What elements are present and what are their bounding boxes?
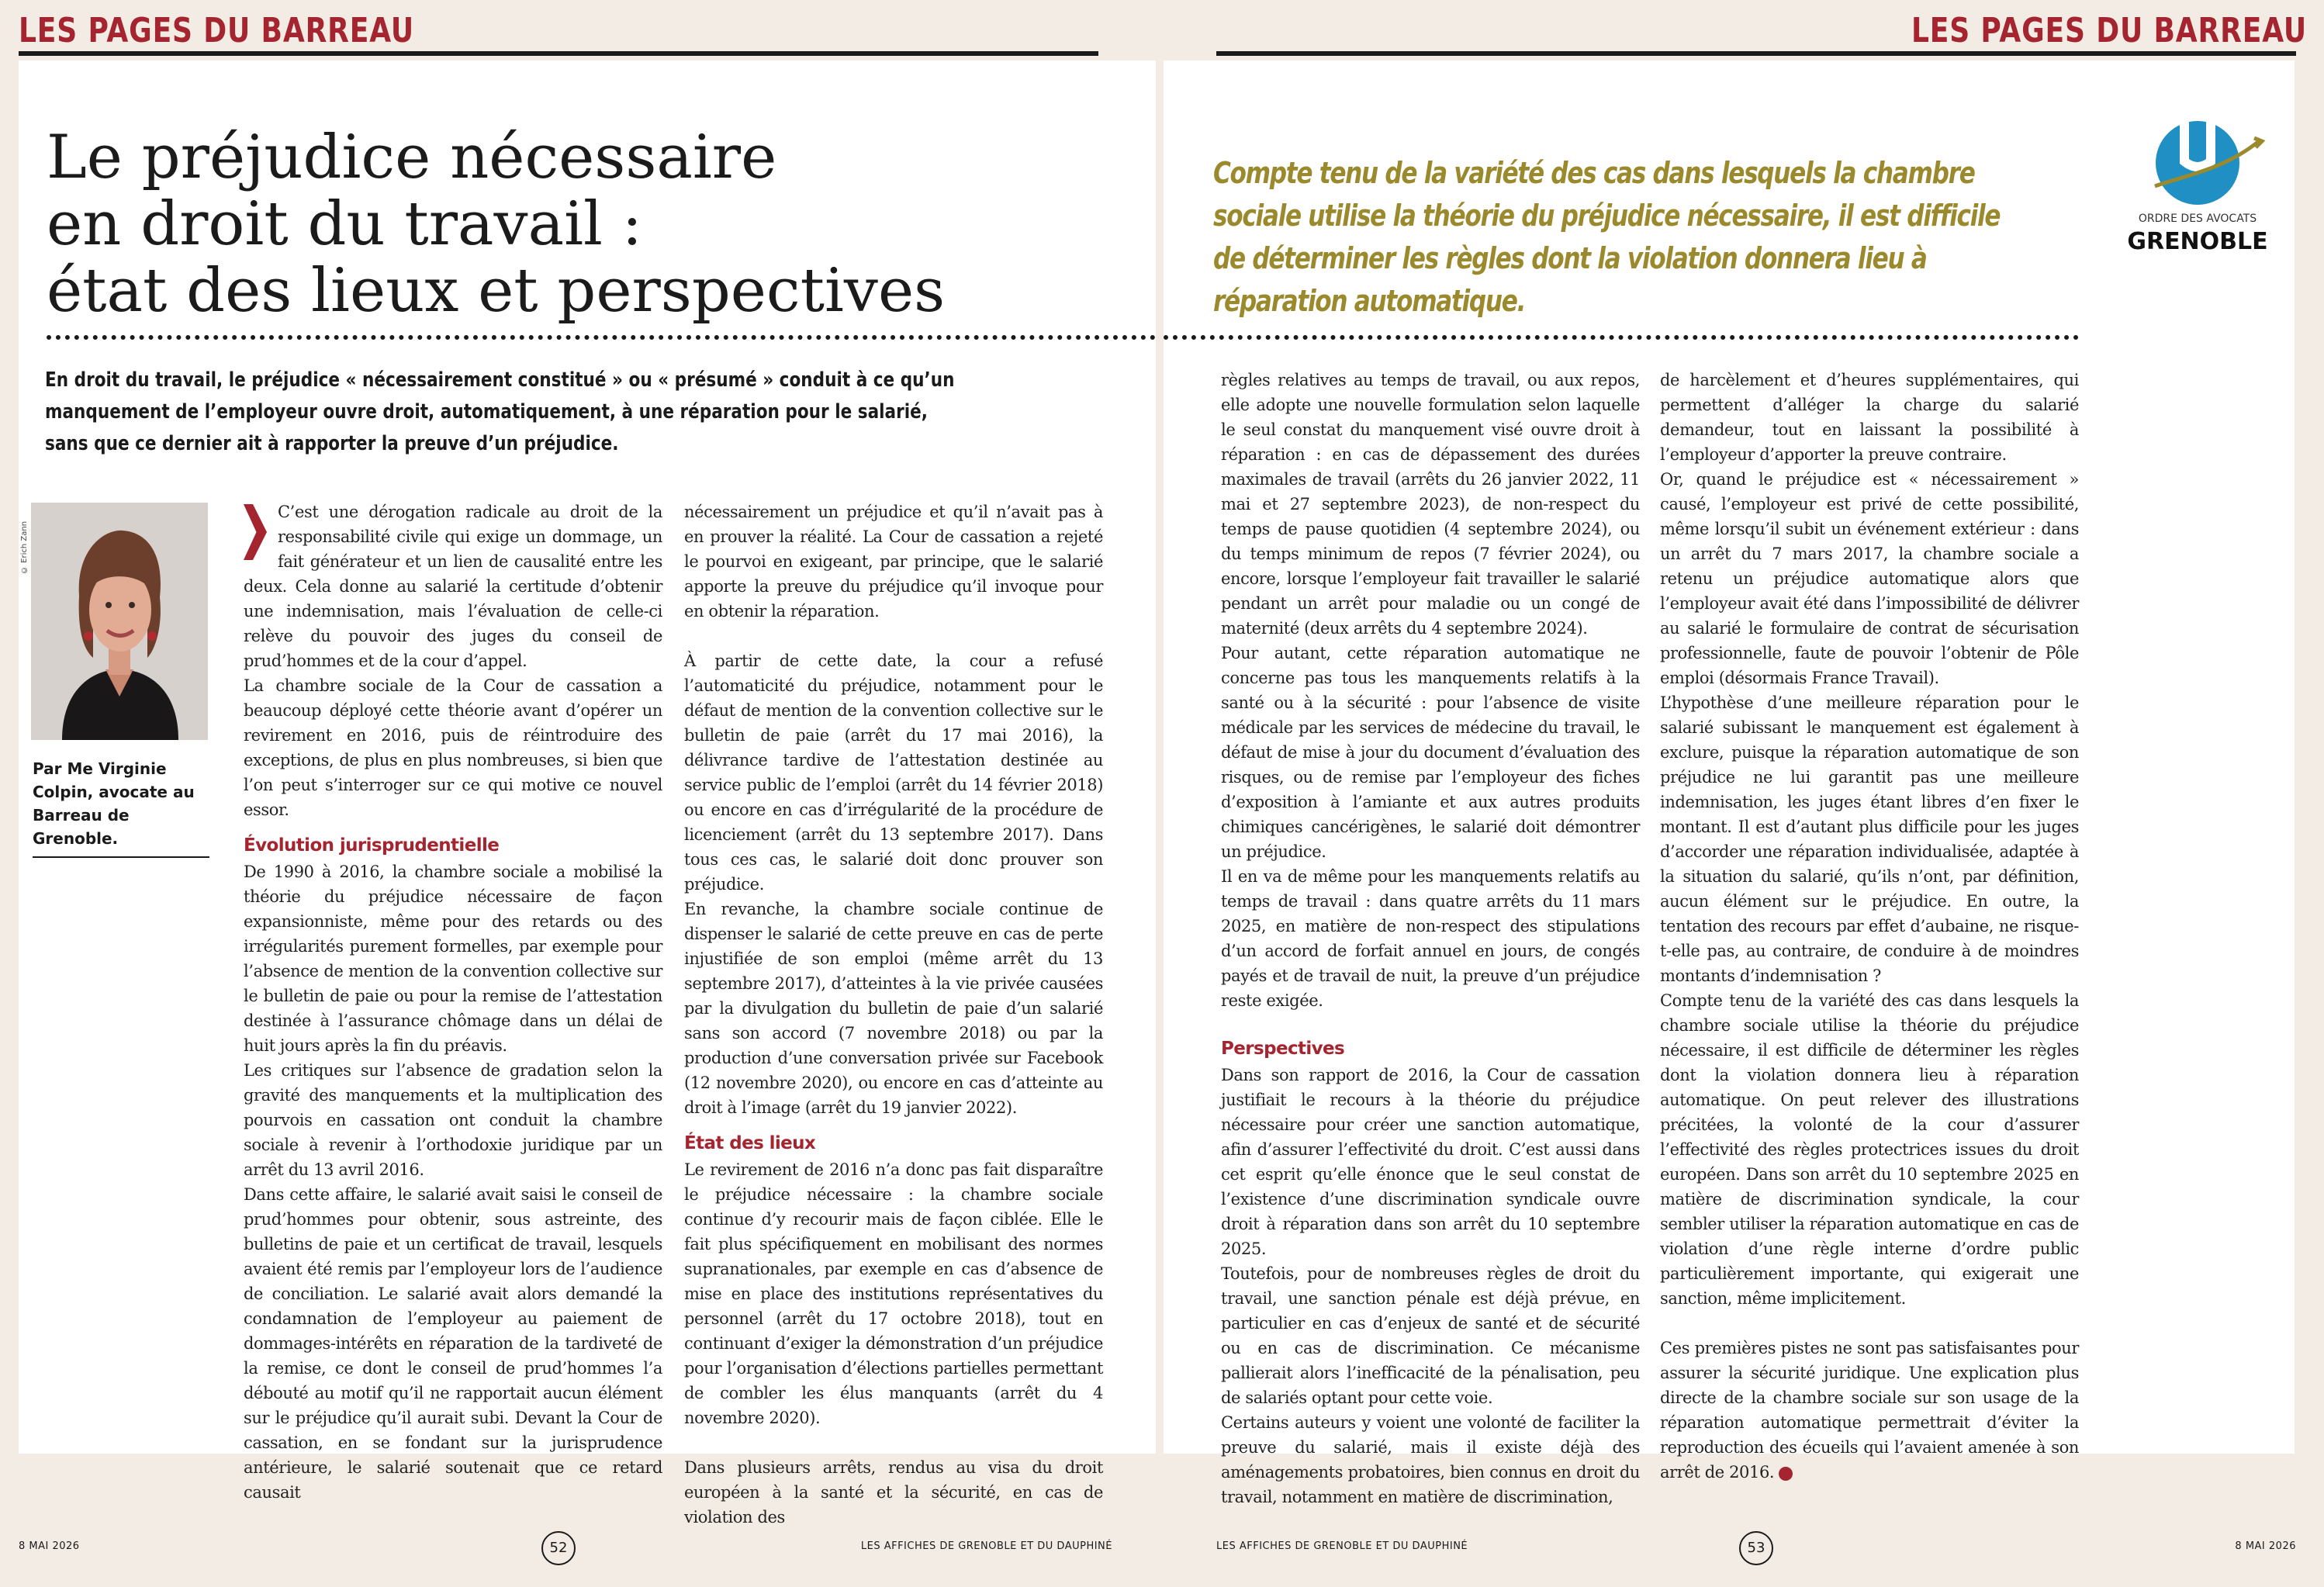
column-2 (684, 500, 1103, 1530)
pull-quote: Compte tenu de la variété des cas dans lesquels la chambre sociale utilise la théorie du préjudice nécessaire, il est difficile de déterminer les règles dont la violation donnera lieu à réparation automatique. (1213, 156, 2001, 318)
col1-para-3: De 1990 à 2016, la chambre sociale a mobilisé la théorie du préjudice nécessaire de façon expansionniste, même pour des retards ou des irrégularités purement formelles, par exemple pour l’absence de mention de la convention collective sur le bulletin de paie ou pour la remise de l’attestation destinée à l’assurance chômage dans un délai de huit jours après la fin du préavis. (244, 863, 662, 1055)
col1-para-4: Les critiques sur l’absence de gradation selon la gravité des manquements et la multiplication des pourvois en cassation ont conduit la chambre sociale à revenir à l’orthodoxie juridique par un arrêt du 13 avril 2016. (244, 1061, 662, 1179)
running-head-left: LES PAGES DU BARREAU (19, 11, 415, 50)
col2-para-1: nécessairement un préjudice et qu’il n’avait pas à en prouver la réalité. La Cour de cassation a rejeté le pourvoi en exigeant, par principe, que le salarié apporte la preuve du préjudice qu’il invoque pour en obtenir la réparation. (684, 503, 1103, 621)
col1-para-1: C’est une dérogation radicale au droit de la responsabilité civile qui exige un dommage, un fait générateur et un lien de causalité entre les deux. Cela donne au salarié la certitude d’obtenir une indemnisation, mais l’évaluation de celle-ci relève du pouvoir des juges du conseil de prud’hommes et de la cour d’appel. (244, 503, 662, 670)
col2-para-4: Le revirement de 2016 n’a donc pas fait disparaître le préjudice nécessaire : la chambre sociale continue d’y recourir mais de façon ciblée. Elle le fait plus spécifiquement en mobilisant des normes supranationales, par exemple en cas d’absence de mise en place des institutions représentatives du personnel (arrêt du 17 octobre 2018), tout en continuant d’exiger la démonstration d’un préjudice pour l’organisation d’élections partielles permettant de combler les élus manquants (arrêt du 4 novembre 2020). (684, 1160, 1103, 1427)
bar-association-logo (2116, 115, 2279, 254)
page-number-right: 53 (1739, 1531, 1773, 1565)
col3-para-5: Toutefois, pour de nombreuses règles de droit du travail, une sanction pénale est déjà prévue, en particulier en cas d’enjeux de santé et de sécurité ou en cas de discrimination. Ce mécanisme pallierait alors l’inefficacité de la pénalisation, peu de salariés optant pour cette voie. (1221, 1264, 1640, 1407)
title-line-2: en droit du travail : (47, 189, 643, 259)
right-page (1164, 0, 2324, 1587)
footer-publication-left: LES AFFICHES DE GRENOBLE ET DU DAUPHINÉ (860, 1540, 1112, 1552)
col4-para-2: Or, quand le préjudice est « nécessairement » causé, l’employeur est privé de cette possibilité, même lorsqu’il subit un événement extérieur : dans un arrêt du 7 mars 2017, la chambre sociale a retenu un préjudice automatique alors que l’employeur avait été dans l’impossibilité de délivrer au salarié le formulaire de contrat de sécurisation professionnelle, faute de pouvoir l’obtenir de Pôle emploi (désormais France Travail). (1660, 470, 2079, 687)
footer-publication-right: LES AFFICHES DE GRENOBLE ET DU DAUPHINÉ (1216, 1540, 1468, 1552)
photo-credit: © Erich Zann (20, 520, 29, 574)
column-1 (244, 500, 662, 1505)
col3-para-3: Il en va de même pour les manquements relatifs au temps de travail : dans quatre arrêts du 11 mars 2025, en matière de non-respect des stipulations d’un accord de forfait annuel en jours, de congés payés et de travail de nuit, la preuve d’un préjudice reste exigée. (1221, 867, 1640, 1010)
col2-para-2: À partir de cette date, la cour a refusé l’automaticité du préjudice, notamment pour le défaut de mention de la convention collective sur le bulletin de paie (arrêt du 17 mai 2016), la délivrance tardive de l’attestation destinée au service public de l’emploi (arrêt du 14 février 2018) ou encore en cas d’irrégularité de la procédure de licenciement (arrêt du 13 septembre 2017). Dans tous ces cas, le salarié doit donc prouver son préjudice. (684, 652, 1103, 894)
end-of-article-dot-icon (1779, 1467, 1793, 1481)
col1-para-5: Dans cette affaire, le salarié avait saisi le conseil de prud’hommes pour obtenir, sous astreinte, des bulletins de paie et un certificat de travail, lesquels avaient été remis par l’employeur lors de l’audience de conciliation. Le salarié avait alors demandé la condamnation de l’employeur au paiement de dommages-intérêts en réparation de la tardiveté de la remise, ce dont le conseil de prud’hommes l’a débouté au motif qu’il ne rapportait aucun élément sur le préjudice qu’il aurait subi. Devant la Cour de cassation, en se fondant sur la jurisprudence antérieure, le salarié soutenait que ce retard causait (244, 1185, 662, 1502)
col3-para-6: Certains auteurs y voient une volonté de faciliter la preuve du salarié, mais il existe déjà des aménagements probatoires, bien connus en droit du travail, notamment en matière de discrimination, (1221, 1413, 1640, 1506)
left-page (0, 0, 1156, 1587)
column-4 (1660, 368, 2079, 1485)
footer-date-left: 8 MAI 2026 (19, 1540, 80, 1552)
running-head-rule-right (1216, 51, 2296, 56)
author-photo (31, 503, 208, 740)
col4-para-5 (1660, 1336, 2079, 1485)
col3-para-2: Pour autant, cette réparation automatique ne concerne pas tous les manquements relatifs à la santé ou à la sécurité : pour l’absence de visite médicale par les services de médecine du travail, le défaut de mise à jour du document d’évaluation des risques, ou de remise par l’employeur des fiches d’exposition à l’amiante et aux autres produits chimiques cancérigènes, le salarié doit démontrer un préjudice. (1221, 644, 1640, 861)
heading-evolution: Évolution jurisprudentielle (244, 835, 500, 856)
title-line-3: état des lieux et perspectives (47, 256, 946, 326)
article-lead: En droit du travail, le préjudice « nécessairement constitué » ou « présumé » conduit à ce qu’un manquement de l’employeur ouvre droit, automatiquement, à une réparation pour le salarié, sans que ce dernier ait à rapporter la preuve d’un préjudice. (45, 368, 955, 455)
dotted-separator-left (47, 335, 1156, 340)
heading-etat-des-lieux: État des lieux (684, 1133, 816, 1153)
column-3 (1221, 368, 1640, 1509)
col2-para-5: Dans plusieurs arrêts, rendus au visa du droit européen à la santé et la sécurité, en cas de violation des (684, 1458, 1103, 1526)
logo-subtitle: ORDRE DES AVOCATS (2138, 213, 2257, 225)
author-byline: Par Me Virginie Colpin, avocate au Barreau de Grenoble. (33, 757, 209, 858)
dotted-separator-right (1164, 335, 2079, 340)
title-line-1: Le préjudice nécessaire (47, 123, 777, 192)
heading-perspectives: Perspectives (1221, 1039, 1345, 1059)
col2-para-3: En revanche, la chambre sociale continue de dispenser le salarié de cette preuve en cas de perte injustifiée de son emploi (même arrêt du 13 septembre 2017), d’atteintes à la vie privée causées par la divulgation du bulletin de paie d’un salarié sans son accord (7 novembre 2018) ou par la production d’une conversation privée sur Facebook (12 novembre 2020), ou encore en cas d’atteinte au droit à l’image (arrêt du 19 janvier 2022). (684, 900, 1103, 1117)
article-title (47, 124, 977, 324)
col1-para-2: La chambre sociale de la Cour de cassation a beaucoup déployé cette théorie avant d’opérer un revirement en 2016, puis de réintroduire des exceptions, de plus en plus nombreuses, si bien que l’on peut s’interroger sur ce qui motive ce nouvel essor. (244, 676, 662, 819)
running-head-right: LES PAGES DU BARREAU (1911, 11, 2307, 50)
col4-para-1: de harcèlement et d’heures supplémentaires, qui permettent d’alléger la charge du salarié demandeur, tout en laissant la possibilité à l’employeur d’apporter la preuve contraire. (1660, 371, 2079, 464)
col3-para-4: Dans son rapport de 2016, la Cour de cassation justifiait le recours à la théorie du préjudice nécessaire pour créer une sanction automatique, afin d’assurer l’effectivité du droit. C’est aussi dans cet esprit qu’elle énonce que le seul constat de l’existence d’une discrimination syndicale ouvre droit à réparation dans son arrêt du 10 septembre 2025. (1221, 1066, 1640, 1258)
page-number-left: 52 (541, 1531, 576, 1565)
running-head-rule-left (19, 51, 1098, 56)
logo-wordmark: GRENOBLE (2127, 228, 2268, 255)
col4-para-3: L’hypothèse d’une meilleure réparation pour le salarié subissant le manquement est également à exclure, puisque la réparation automatique de son préjudice ne lui garantit pas une meilleure indemnisation, les juges étant libres d’en fixer le montant. Il est d’autant plus difficile pour les juges d’accorder une réparation individualisée, adaptée à la situation du salarié, qu’ils n’ont, par définition, aucun élément sur le préjudice. En outre, la tentation des recours par effet d’aubaine, ne risque-t-elle pas, au contraire, de conduire à de moindres montants d’indemnisation ? (1660, 693, 2079, 985)
logo-emblem-icon (2116, 115, 2279, 211)
footer-date-right: 8 MAI 2026 (2235, 1540, 2296, 1552)
col3-para-1: règles relatives au temps de travail, ou aux repos, elle adopte une nouvelle formulation selon laquelle le seul constat du manquement visé ouvre droit à réparation : en cas de dépassement des durées maximales de travail (arrêts du 26 janvier 2022, 11 mai et 27 septembre 2023), de non-respect du temps de pause quotidien (4 septembre 2024), ou du temps minimum de repos (7 février 2024), ou encore, lorsque l’employeur fait travailler le salarié pendant un arrêt pour maladie ou un congé de maternité (deux arrêts du 4 septembre 2024). (1221, 371, 1640, 638)
col4-para-5-text: Ces premières pistes ne sont pas satisfaisantes pour assurer la sécurité juridique. Une explication plus directe de la chambre sociale sur son usage de la réparation automatique permettrait d’éviter la reproduction des écueils qui l’avaient amenée à son arrêt de 2016. (1660, 1339, 2079, 1482)
col4-para-4: Compte tenu de la variété des cas dans lesquels la chambre sociale utilise la théorie du préjudice nécessaire, il est difficile de déterminer les règles dont la violation donnera lieu à réparation automatique. On peut relever des illustrations précitées, la volonté de la cour d’assurer l’effectivité des règles protectrices issues du droit européen. Dans son arrêt du 10 septembre 2025 en matière de discrimination syndicale, la cour sembler utiliser la réparation automatique en cas de violation d’une règle interne d’ordre public particulièrement importante, qui exigerait une sanction, même implicitement. (1660, 991, 2079, 1308)
